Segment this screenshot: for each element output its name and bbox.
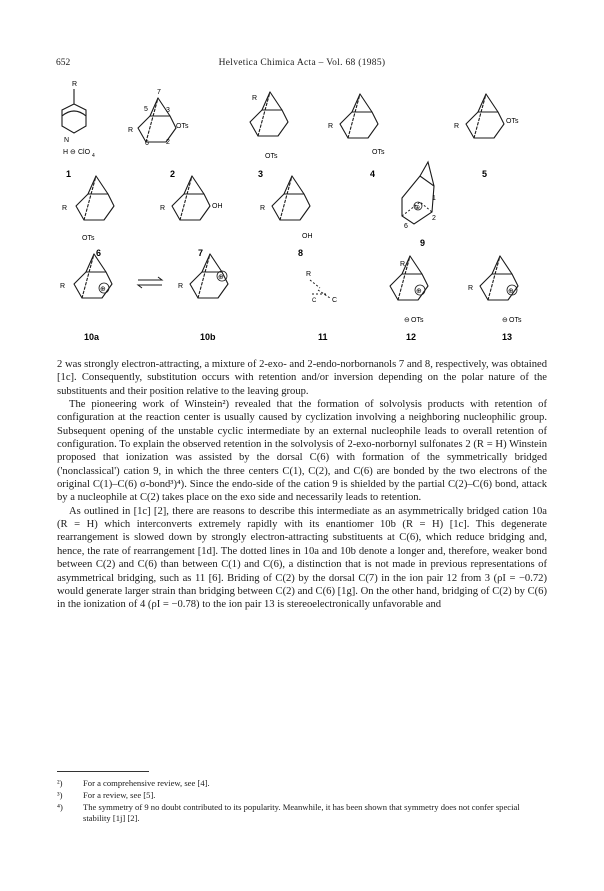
compound-13-structure [468,256,522,324]
compound-1-structure [62,81,95,159]
svg-text:R: R [160,205,166,212]
compound-1: 1 [66,169,72,179]
svg-text:⊖: ⊖ [70,149,76,156]
compound-6: 6 [96,248,102,258]
paragraph-3: As outlined in [1c] [2], there are reasons to describe this intermediate as an asymmetrically bridged cation 10a (R = H) which interconverts extremely rapidly with its enantiomer 10b (R = H) [1c]. This degenerate rearrangement is slowed down by strongly electron-attracting substituents at C(6), which reduce bridging and, hence, the rate of rearrangement [1d]. The dotted lines in 10a and 10b denote a longer and, therefore, weaker bond between C(2) and C(6) than between C(1) and C(6), a distinction that is not made in previous representations of asymmetrical bridging, such as 11 [6]. Briding of C(2) by the dorsal C(7) in the ion pair 12 from 3 (ρI = −0.72) would generate larger strain than bridging between C(2) and C(6) [1g]. On the other hand, bridging of C(2) by C(6) in the ionization of 4 (ρI = −0.78) to the ion pair 13 is stereoelectronically unfavorable and [57,505,547,611]
svg-text:C: C [312,298,317,304]
compound-10a-structure [60,254,112,298]
svg-text:1: 1 [432,195,436,202]
compound-8-structure [260,176,313,240]
svg-text:⊕: ⊕ [100,286,106,293]
svg-text:3: 3 [166,107,170,114]
equilibrium-arrow [138,277,162,288]
svg-text:2: 2 [432,215,436,222]
svg-text:H: H [63,149,69,156]
compound-10a: 10a [84,332,100,342]
svg-text:R: R [72,81,78,88]
svg-text:⊕: ⊕ [218,274,224,281]
footnote-text: The symmetry of 9 no doubt contributed to its popularity. Meanwhile, it has been shown that symmetry does not confer special stability [1j] [2]. [83,802,520,823]
compound-2-structure [128,89,189,147]
compound-12: 12 [406,332,417,342]
compound-4: 4 [370,169,376,179]
svg-text:OTs: OTs [82,235,95,242]
footnote-2 [57,778,547,789]
compound-9-structure [402,162,436,230]
compound-10b-structure [178,254,228,298]
svg-text:5: 5 [144,106,148,113]
compound-3: 3 [258,169,264,179]
journal-title: Helvetica Chimica Acta – Vol. 68 (1985) [218,58,386,68]
body-text [57,358,547,612]
svg-text:R: R [178,283,184,290]
paragraph-1: 2 was strongly electron-attracting, a mixture of 2-exo- and 2-endo-norbornanols 7 and 8, respectively, was obtained [1c]. Consequently, substitution occurs with retention and/or inversion depending on the polar nature of the substituents and their position relative to the leaving group. [57,359,547,397]
footnote-rule [57,771,149,772]
chemical-structures-figure [0,76,604,356]
footnote-text: For a review, see [5]. [83,790,156,800]
compound-7: 7 [198,248,204,258]
svg-text:OTs: OTs [506,118,519,125]
footnote-3 [57,790,547,801]
compound-2: 2 [170,169,176,179]
svg-text:OTs: OTs [509,317,522,324]
svg-text:OTs: OTs [265,153,278,160]
compound-7-structure [160,176,223,220]
page-number: 652 [56,58,71,68]
svg-text:⊖: ⊖ [502,317,508,324]
paragraph-2: The pioneering work of Winstein²) revealed that the formation of solvolysis products with retention of configuration at the reaction center is usually caused by cyclization involving a neighboring nucleophilic group. Subsequent opening of the unstable cyclic intermediate by an external nucleophile leads to overall retention of configuration. To explain the observed retention in the solvolysis of 2-exo-norbornyl sulfonates 2 (R = H) Winstein proposed that ionization was assisted by the dorsal C(6) with formation of the symmetrically bridged ('nonclassical') cation 9, in which the three centers C(1), C(2), and C(6) are bonded by the two electrons of the original C(1)–C(6) σ-bond³)⁴). Since the endo-side of the cation 9 is shielded by the partial C(2)–C(6) bond, attack by a nucleophile at C(2) takes place on the exo side and necessarily leads to retention. [57,399,547,504]
svg-text:ClO: ClO [78,149,91,156]
svg-text:R: R [128,127,134,134]
compound-12-structure [390,256,428,324]
svg-text:⊕: ⊕ [415,205,421,211]
svg-text:R: R [306,271,312,278]
compound-8: 8 [298,248,304,258]
svg-text:OTs: OTs [411,317,424,324]
compound-3-structure [250,92,288,160]
svg-text:R: R [454,123,460,130]
svg-text:N: N [64,137,70,144]
svg-text:2: 2 [166,139,170,146]
footnote-marker: ²) [57,778,63,788]
svg-text:OTs: OTs [372,149,385,156]
svg-text:R: R [468,285,474,292]
svg-text:R: R [252,95,258,102]
running-header [56,58,548,72]
svg-text:OH: OH [212,203,223,210]
compound-5-structure [454,94,519,138]
compound-4-structure [328,94,385,156]
svg-text:OH: OH [302,233,313,240]
compound-10b: 10b [200,332,216,342]
svg-text:6: 6 [404,223,408,230]
footnote-marker: ⁴) [57,802,63,812]
svg-text:6: 6 [145,140,149,147]
svg-text:⊖: ⊖ [404,317,410,324]
svg-text:C: C [332,297,338,304]
svg-text:R: R [60,283,66,290]
compound-11: 11 [318,332,328,342]
compound-6-structure [62,176,114,242]
svg-text:R: R [400,261,406,268]
compound-13: 13 [502,332,513,342]
svg-text:⊕: ⊕ [508,288,514,295]
svg-text:R: R [328,123,334,130]
compound-9: 9 [420,238,426,248]
footnote-text: For a comprehensive review, see [4]. [83,778,210,788]
svg-text:R: R [260,205,266,212]
footnote-marker: ³) [57,790,63,800]
structures-svg [0,76,604,356]
svg-text:OTs: OTs [176,123,189,130]
footnote-4 [57,802,547,823]
svg-text:7: 7 [157,89,161,96]
compound-11-structure [306,271,337,304]
svg-text:⊕: ⊕ [416,288,422,295]
svg-text:R: R [62,205,68,212]
svg-text:4: 4 [92,153,95,159]
compound-5: 5 [482,169,488,179]
